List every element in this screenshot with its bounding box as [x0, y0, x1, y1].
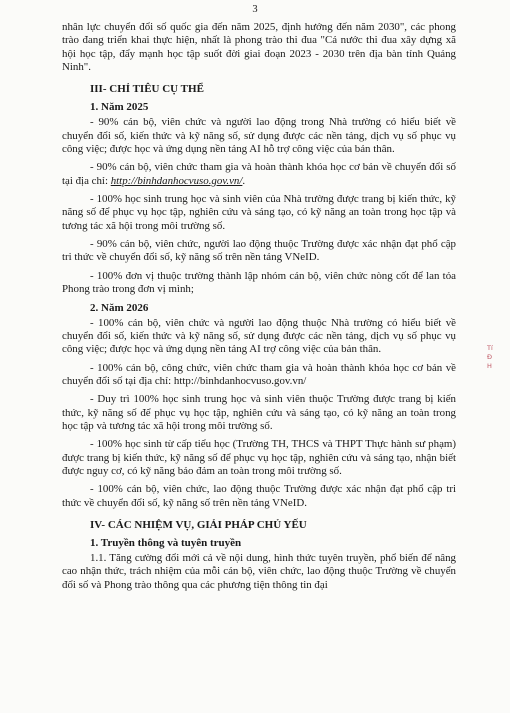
stamp-line: H [487, 362, 492, 370]
target-2026-4: - 100% học sinh từ cấp tiểu học (Trường TH, THCS và THPT Thực hành sư phạm) được trang bị kiến thức, kỹ năng số để phục vụ học tập, nghiên cứu và sáng tạo, nhận biết được nguy cơ, có kỹ năng bảo đảm an toàn trong môi trường số. [62, 438, 456, 477]
target-2025-2-text: - 90% cán bộ, viên chức tham gia và hoàn thành khóa học cơ bản về chuyển đổi số tại địa chỉ: [62, 161, 456, 187]
section-4-title: IV- CÁC NHIỆM VỤ, GIẢI PHÁP CHỦ YẾU [90, 518, 307, 531]
document-body [62, 21, 456, 592]
section-3-title: III- CHỈ TIÊU CỤ THỂ [90, 83, 204, 96]
stamp-line: Đ [487, 353, 493, 361]
communication-paragraph: 1.1. Tăng cường đổi mới cả về nội dung, hình thức tuyên truyền, phổ biến để nâng cao nhận thức, trách nhiệm của mỗi cán bộ, viên chức, lao động thuộc Trường về chuyển đổi số và Phong trào thông qua các phương tiện thông tin đại [62, 551, 456, 591]
target-2025-5: - 100% đơn vị thuộc trường thành lập nhóm cán bộ, viên chức nòng cốt để lan tỏa Phong trào trong đơn vị mình; [62, 269, 456, 296]
course-link[interactable]: http://binhdanhocvuso.gov.vn/ [110, 174, 243, 187]
target-2025-2 [62, 161, 456, 188]
target-2026-3: - Duy trì 100% học sinh trung học và sinh viên thuộc Trường được trang bị kiến thức, kỹ năng số để phục vụ học tập, nghiên cứu và sáng tạo, có kỹ năng an toàn trong học tập và tương tác xã hội trong môi trường số. [62, 393, 456, 432]
target-2025-4: - 90% cán bộ, viên chức, người lao động thuộc Trường được xác nhận đạt phổ cập tri thức về chuyển đổi số, kỹ năng số trên nền tảng VNeID. [62, 238, 456, 264]
target-2025-1: - 90% cán bộ, viên chức và người lao động trong Nhà trường có hiểu biết về chuyển đổi số, kiến thức và kỹ năng số, sử dụng được các nền tảng, dịch vụ số phục vụ công việc; được học và ứng dụng nền tảng AI hỗ trợ công việc của bản thân. [62, 116, 456, 156]
target-2026-1: - 100% cán bộ, viên chức và người lao động thuộc Nhà trường có hiểu biết về chuyển đổi số, kiến thức và kỹ năng số, sử dụng được các nền tảng, dịch vụ số phục vụ công việc; được học và ứng dụng nền tảng AI trợ công việc của bản thân. [62, 316, 456, 356]
communication-heading: 1. Truyền thông và tuyên truyền [90, 536, 242, 549]
target-2026-2: - 100% cán bộ, công chức, viên chức tham gia và hoàn thành khóa học cơ bản về chuyển đổi số tại địa chỉ: http://binhdanhocvuso.gov.vn/ [62, 361, 456, 387]
target-2026-5: - 100% cán bộ, viên chức, lao động thuộc Trường được xác nhận đạt phổ cập tri thức về chuyển đổi số, kỹ năng số trên nền tảng VNeID. [62, 483, 456, 509]
year-2026-heading: 2. Năm 2026 [90, 301, 149, 314]
target-2025-2-end: . [242, 174, 246, 187]
page-number: 3 [252, 4, 258, 15]
intro-paragraph: nhân lực chuyển đổi số quốc gia đến năm 2025, định hướng đến năm 2030", các phong trào đang triển khai thực hiện, nhất là phong trào thi đua "Cả nước thi đua xây dựng xã hội học tập, đẩy mạnh học tập suốt đời giai đoạn 2023 - 2030 trên địa bàn tỉnh Quảng Ninh". [62, 21, 456, 74]
target-2025-3: - 100% học sinh trung học và sinh viên của Nhà trường được trang bị kiến thức, kỹ năng số để phục vụ học tập, nghiên cứu và sáng tạo, có kỹ năng an toàn trong học tập và tương tác xã hội trong môi trường số. [62, 193, 456, 232]
red-stamp [487, 344, 507, 414]
year-2025-heading: 1. Năm 2025 [90, 101, 149, 114]
stamp-line: Tí [487, 344, 493, 352]
